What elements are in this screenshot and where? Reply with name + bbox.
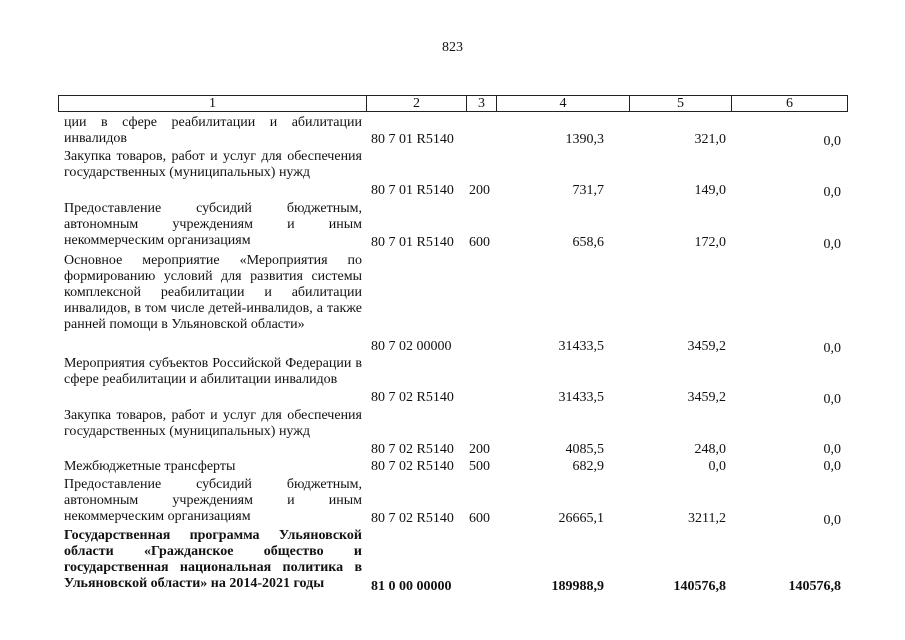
row-value-col5: 3459,2 xyxy=(687,339,726,354)
row-value-col4: 31433,5 xyxy=(558,390,604,405)
row-value-col4: 1390,3 xyxy=(565,132,604,147)
row-description: Межбюджетные трансферты xyxy=(64,459,236,474)
row-value-col6: 140576,8 xyxy=(788,579,841,594)
header-col-6: 6 xyxy=(786,96,793,111)
row-value-col4: 26665,1 xyxy=(558,511,604,526)
row-code: 80 7 01 R5140 xyxy=(371,132,454,147)
row-description: Основное мероприятие «Мероприятия по формированию условий для развития системы комплексной реабилитации и абилитации инвалидов, в том числе детей-инвалидов, а также ранней помощи в Ульяновской области» xyxy=(64,253,362,332)
header-col-1: 1 xyxy=(59,96,367,111)
row-code: 80 7 01 R5140 xyxy=(371,235,454,250)
row-expense-type: 200 xyxy=(469,183,490,198)
row-value-col4: 731,7 xyxy=(572,183,604,198)
row-value-col6: 0,0 xyxy=(823,237,841,252)
row-expense-type: 600 xyxy=(469,511,490,526)
row-value-col5: 149,0 xyxy=(694,183,726,198)
row-description: Закупка товаров, работ и услуг для обеспечения государственных (муниципальных) нужд xyxy=(64,408,362,439)
header-col-3: 3 xyxy=(467,96,497,111)
row-code: 80 7 02 R5140 xyxy=(371,511,454,526)
row-code: 80 7 02 R5140 xyxy=(371,442,454,457)
page-number: 823 xyxy=(442,40,463,55)
row-description: ции в сфере реабилитации и абилитации инвалидов xyxy=(64,115,362,146)
header-col-5: 5 xyxy=(630,96,732,111)
row-value-col5: 140576,8 xyxy=(673,579,726,594)
row-value-col6: 0,0 xyxy=(823,513,841,528)
table-header xyxy=(58,95,848,112)
row-value-col5: 3211,2 xyxy=(688,511,726,526)
row-description: Предоставление субсидий бюджетным, автономным учреждениям и иным некоммерческим организациям xyxy=(64,477,362,524)
row-value-col6: 0,0 xyxy=(823,185,841,200)
row-value-col5: 321,0 xyxy=(694,132,726,147)
row-value-col4: 682,9 xyxy=(572,459,604,474)
row-code: 80 7 02 R5140 xyxy=(371,390,454,405)
row-code: 80 7 01 R5140 xyxy=(371,183,454,198)
row-description: Мероприятия субъектов Российской Федерации в сфере реабилитации и абилитации инвалидов xyxy=(64,356,362,387)
header-col-4: 4 xyxy=(497,96,630,111)
row-value-col5: 3459,2 xyxy=(687,390,726,405)
row-value-col4: 4085,5 xyxy=(565,442,604,457)
row-code: 81 0 00 00000 xyxy=(371,579,452,594)
row-expense-type: 200 xyxy=(469,442,490,457)
row-value-col5: 0,0 xyxy=(708,459,726,474)
row-value-col4: 189988,9 xyxy=(551,579,604,594)
row-value-col6: 0,0 xyxy=(823,442,841,457)
row-expense-type: 500 xyxy=(469,459,490,474)
row-value-col6: 0,0 xyxy=(823,459,841,474)
row-code: 80 7 02 00000 xyxy=(371,339,452,354)
row-description: Государственная программа Ульяновской области «Гражданское общество и государственная национальная политика в Ульяновской области» на 2014-2021 годы xyxy=(64,528,362,591)
row-description: Закупка товаров, работ и услуг для обеспечения государственных (муниципальных) нужд xyxy=(64,149,362,180)
row-value-col4: 31433,5 xyxy=(558,339,604,354)
row-description: Предоставление субсидий бюджетным, автономным учреждениям и иным некоммерческим организациям xyxy=(64,201,362,248)
row-value-col4: 658,6 xyxy=(572,235,604,250)
row-value-col5: 172,0 xyxy=(694,235,726,250)
row-expense-type: 600 xyxy=(469,235,490,250)
row-code: 80 7 02 R5140 xyxy=(371,459,454,474)
row-value-col6: 0,0 xyxy=(823,134,841,149)
header-col-2: 2 xyxy=(367,96,467,111)
row-value-col5: 248,0 xyxy=(694,442,726,457)
row-value-col6: 0,0 xyxy=(823,341,841,356)
row-value-col6: 0,0 xyxy=(823,392,841,407)
